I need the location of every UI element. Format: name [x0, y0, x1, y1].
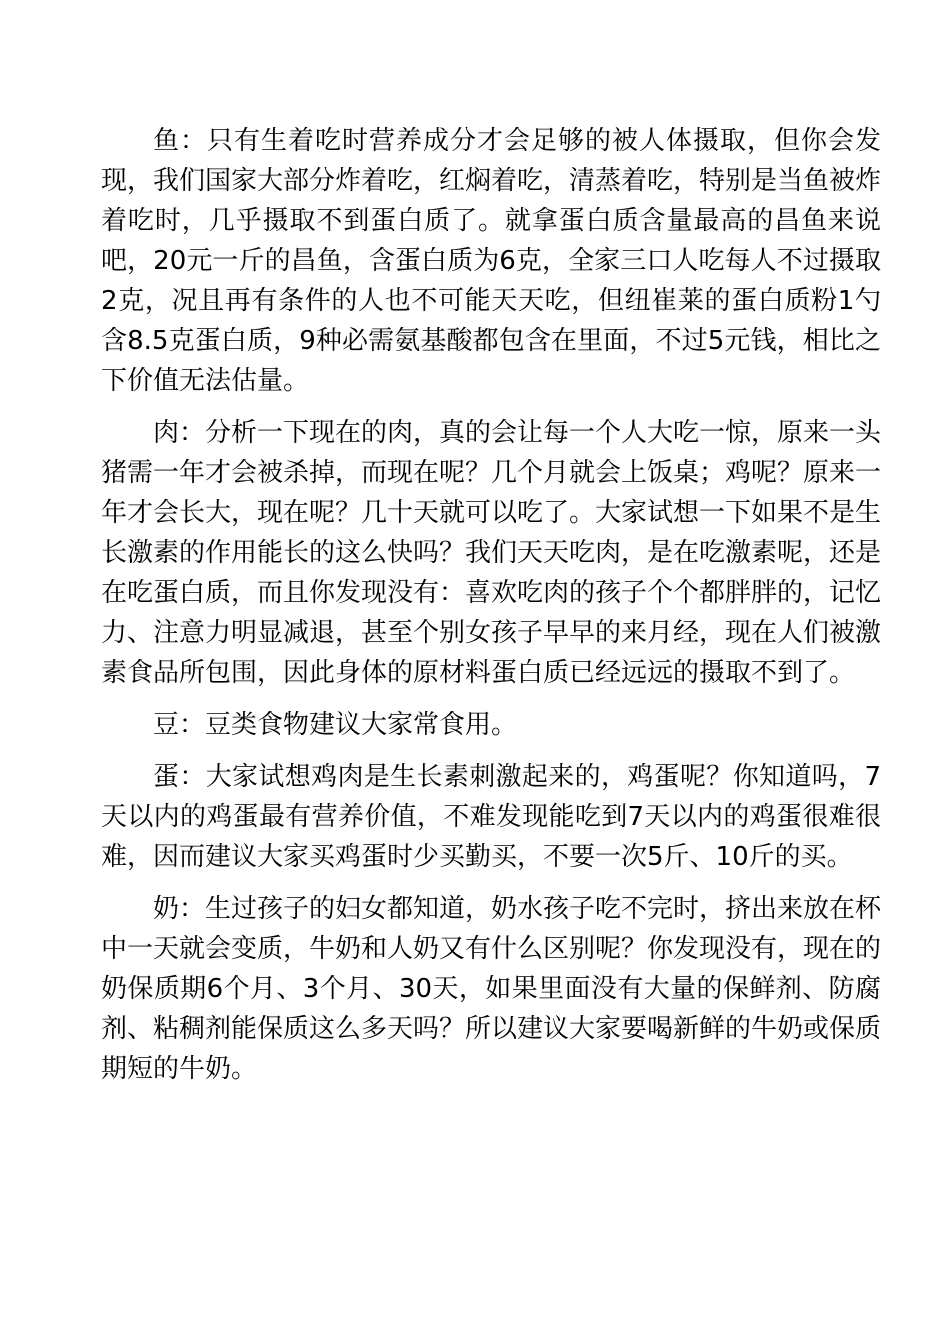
document-page: [101, 121, 881, 1101]
paragraph-beans: 豆：豆类食物建议大家常食用。: [153, 710, 518, 740]
paragraph-fish: 鱼：只有生着吃时营养成分才会足够的被人体摄取，但你会发现，我们国家大部分炸着吃，红焖着吃，清蒸着吃，特别是当鱼被炸着吃时，几乎摄取不到蛋白质了。就拿蛋白质含量最高的昌鱼来说吧，20元一斤的昌鱼，含蛋白质为6克，全家三口人吃每人不过摄取2克，况且再有条件的人也不可能天天吃，但纽崔莱的蛋白质粉1勺含8.5克蛋白质，9种必需氨基酸都包含在里面，不过5元钱，相比之下价值无法估量。: [101, 126, 882, 396]
paragraph-meat: 肉：分析一下现在的肉，真的会让每一个人大吃一惊，原来一头猪需一年才会被杀掉，而现在呢？几个月就会上饭桌；鸡呢？原来一年才会长大，现在呢？几十天就可以吃了。大家试想一下如果不是生长激素的作用能长的这么快吗？我们天天吃肉，是在吃激素呢，还是在吃蛋白质，而且你发现没有：喜欢吃肉的孩子个个都胖胖的，记忆力、注意力明显减退，甚至个别女孩子早早的来月经，现在人们被激素食品所包围，因此身体的原材料蛋白质已经远远的摄取不到了。: [101, 418, 882, 688]
paragraph-milk: 奶：生过孩子的妇女都知道，奶水孩子吃不完时，挤出来放在杯中一天就会变质，牛奶和人奶又有什么区别呢？你发现没有，现在的奶保质期6个月、3个月、30天，如果里面没有大量的保鲜剂、防腐剂、粘稠剂能保质这么多天吗？所以建议大家要喝新鲜的牛奶或保质期短的牛奶。: [101, 894, 882, 1084]
paragraph-egg: 蛋：大家试想鸡肉是生长素刺激起来的，鸡蛋呢？你知道吗，7天以内的鸡蛋最有营养价值，不难发现能吃到7天以内的鸡蛋很难很难，因而建议大家买鸡蛋时少买勤买，不要一次5斤、10斤的买。: [101, 762, 881, 872]
